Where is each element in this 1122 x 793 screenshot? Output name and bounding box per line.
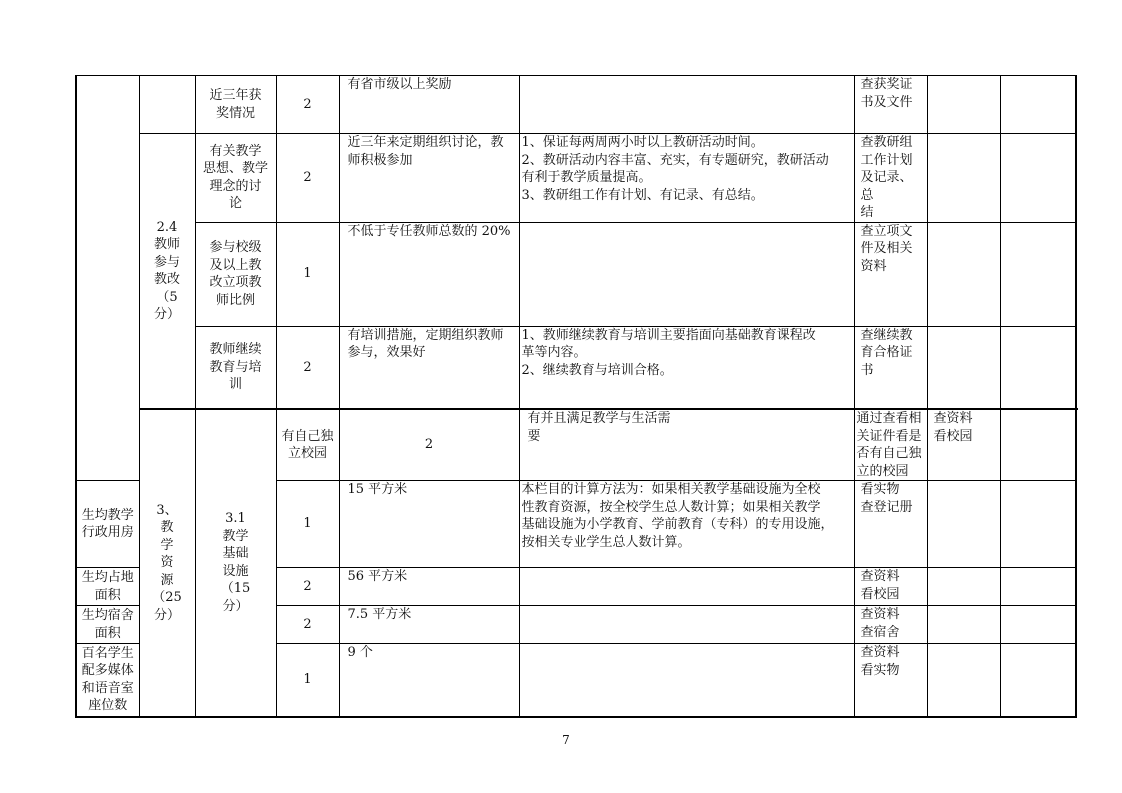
standard-cell: 有并且满足教学与生活需 要 bbox=[519, 409, 854, 481]
item-cell: 参与校级 及以上教 改立项教 师比例 bbox=[195, 222, 276, 326]
blank-cell bbox=[1000, 644, 1076, 717]
table-row bbox=[76, 134, 1076, 223]
item-cell: 生均宿舍 面积 bbox=[76, 606, 139, 644]
level1-cell bbox=[76, 76, 139, 481]
blank-cell bbox=[927, 606, 1000, 644]
score-cell: 2 bbox=[276, 606, 339, 644]
check-method-cell: 查教研组 工作计划 及记录、总 结 bbox=[854, 134, 927, 223]
blank-cell bbox=[927, 568, 1000, 606]
blank-cell bbox=[927, 134, 1000, 223]
method-cell bbox=[519, 568, 854, 606]
check-method-cell: 看实物 查登记册 bbox=[854, 481, 927, 568]
table-row bbox=[76, 409, 1076, 481]
check-method-cell: 查获奖证 书及文件 bbox=[854, 76, 927, 134]
level2-cell: 2.4 教师 参与 教改 （5 分） bbox=[139, 134, 195, 410]
blank-cell bbox=[927, 76, 1000, 134]
item-cell: 近三年获 奖情况 bbox=[195, 76, 276, 134]
item-cell: 有自己独 立校园 bbox=[276, 409, 339, 481]
method-cell bbox=[519, 644, 854, 717]
standard-cell: 不低于专任教师总数的 20% bbox=[339, 222, 519, 326]
method-cell: 通过查看相关证件看是否有自己独立的校园 bbox=[854, 409, 927, 481]
score-cell: 1 bbox=[276, 481, 339, 568]
check-method-cell: 查资料 查宿舍 bbox=[854, 606, 927, 644]
blank-cell bbox=[1000, 222, 1076, 326]
blank-cell bbox=[1000, 134, 1076, 223]
blank-cell bbox=[1000, 326, 1076, 409]
score-cell: 2 bbox=[276, 134, 339, 223]
method-cell: 1、教师继续教育与培训主要指面向基础教育课程改 革等内容。 2、继续教育与培训合格。 bbox=[519, 326, 854, 409]
check-method-cell: 查继续教 育合格证 书 bbox=[854, 326, 927, 409]
blank-cell bbox=[927, 326, 1000, 409]
standard-cell: 有培训措施，定期组织教师 参与，效果好 bbox=[339, 326, 519, 409]
score-cell: 2 bbox=[276, 76, 339, 134]
blank-cell bbox=[1000, 606, 1076, 644]
score-cell: 1 bbox=[276, 222, 339, 326]
item-cell: 有关教学 思想、教学 理念的讨 论 bbox=[195, 134, 276, 223]
check-method-cell: 查资料 看校园 bbox=[854, 568, 927, 606]
table-row bbox=[76, 326, 1076, 409]
blank-cell bbox=[1000, 481, 1076, 568]
check-method-cell: 查立项文 件及相关 资料 bbox=[854, 222, 927, 326]
item-cell: 生均占地 面积 bbox=[76, 568, 139, 606]
method-cell: 1、保证每两周两小时以上教研活动时间。 2、教研活动内容丰富、充实，有专题研究，教研活动 有利于教学质量提高。 3、教研组工作有计划、有记录、有总结。 bbox=[519, 134, 854, 223]
score-cell: 2 bbox=[276, 326, 339, 409]
standard-cell: 近三年来定期组织讨论，教 师积极参加 bbox=[339, 134, 519, 223]
check-method-cell: 查资料 看实物 bbox=[854, 644, 927, 717]
item-cell: 生均教学 行政用房 bbox=[76, 481, 139, 568]
blank-cell bbox=[1000, 568, 1076, 606]
check-method-cell: 查资料 看校园 bbox=[927, 409, 1000, 481]
table-row bbox=[76, 76, 1076, 134]
level1-cell: 3、 教 学 资 源 （25 分） bbox=[139, 409, 195, 717]
blank-cell bbox=[927, 222, 1000, 326]
table-row bbox=[76, 222, 1076, 326]
method-cell bbox=[519, 76, 854, 134]
score-cell: 1 bbox=[276, 644, 339, 717]
blank-cell bbox=[927, 644, 1000, 717]
blank-cell bbox=[1000, 409, 1076, 481]
method-cell: 本栏目的计算方法为：如果相关教学基础设施为全校 性教育资源，按全校学生总人数计算；如果相关教学 基础设施为小学教育、学前教育（专科）的专用设施， 按相关专业学生总人数计算。 bbox=[519, 481, 854, 568]
level2-cell bbox=[139, 76, 195, 134]
standard-cell: 15 平方米 bbox=[339, 481, 519, 568]
standard-cell: 9 个 bbox=[339, 644, 519, 717]
score-cell: 2 bbox=[276, 568, 339, 606]
standard-cell: 56 平方米 bbox=[339, 568, 519, 606]
blank-cell bbox=[927, 481, 1000, 568]
page-number: 7 bbox=[562, 733, 570, 747]
level2-cell: 3.1 教学 基础 设施 （15 分） bbox=[195, 409, 276, 717]
standard-cell: 7.5 平方米 bbox=[339, 606, 519, 644]
item-cell: 百名学生 配多媒体 和语音室 座位数 bbox=[76, 644, 139, 717]
method-cell bbox=[519, 222, 854, 326]
item-cell: 教师继续 教育与培 训 bbox=[195, 326, 276, 409]
standard-cell: 有省市级以上奖励 bbox=[339, 76, 519, 134]
method-cell bbox=[519, 606, 854, 644]
score-cell: 2 bbox=[339, 409, 519, 481]
blank-cell bbox=[1000, 76, 1076, 134]
evaluation-table bbox=[75, 75, 1077, 718]
